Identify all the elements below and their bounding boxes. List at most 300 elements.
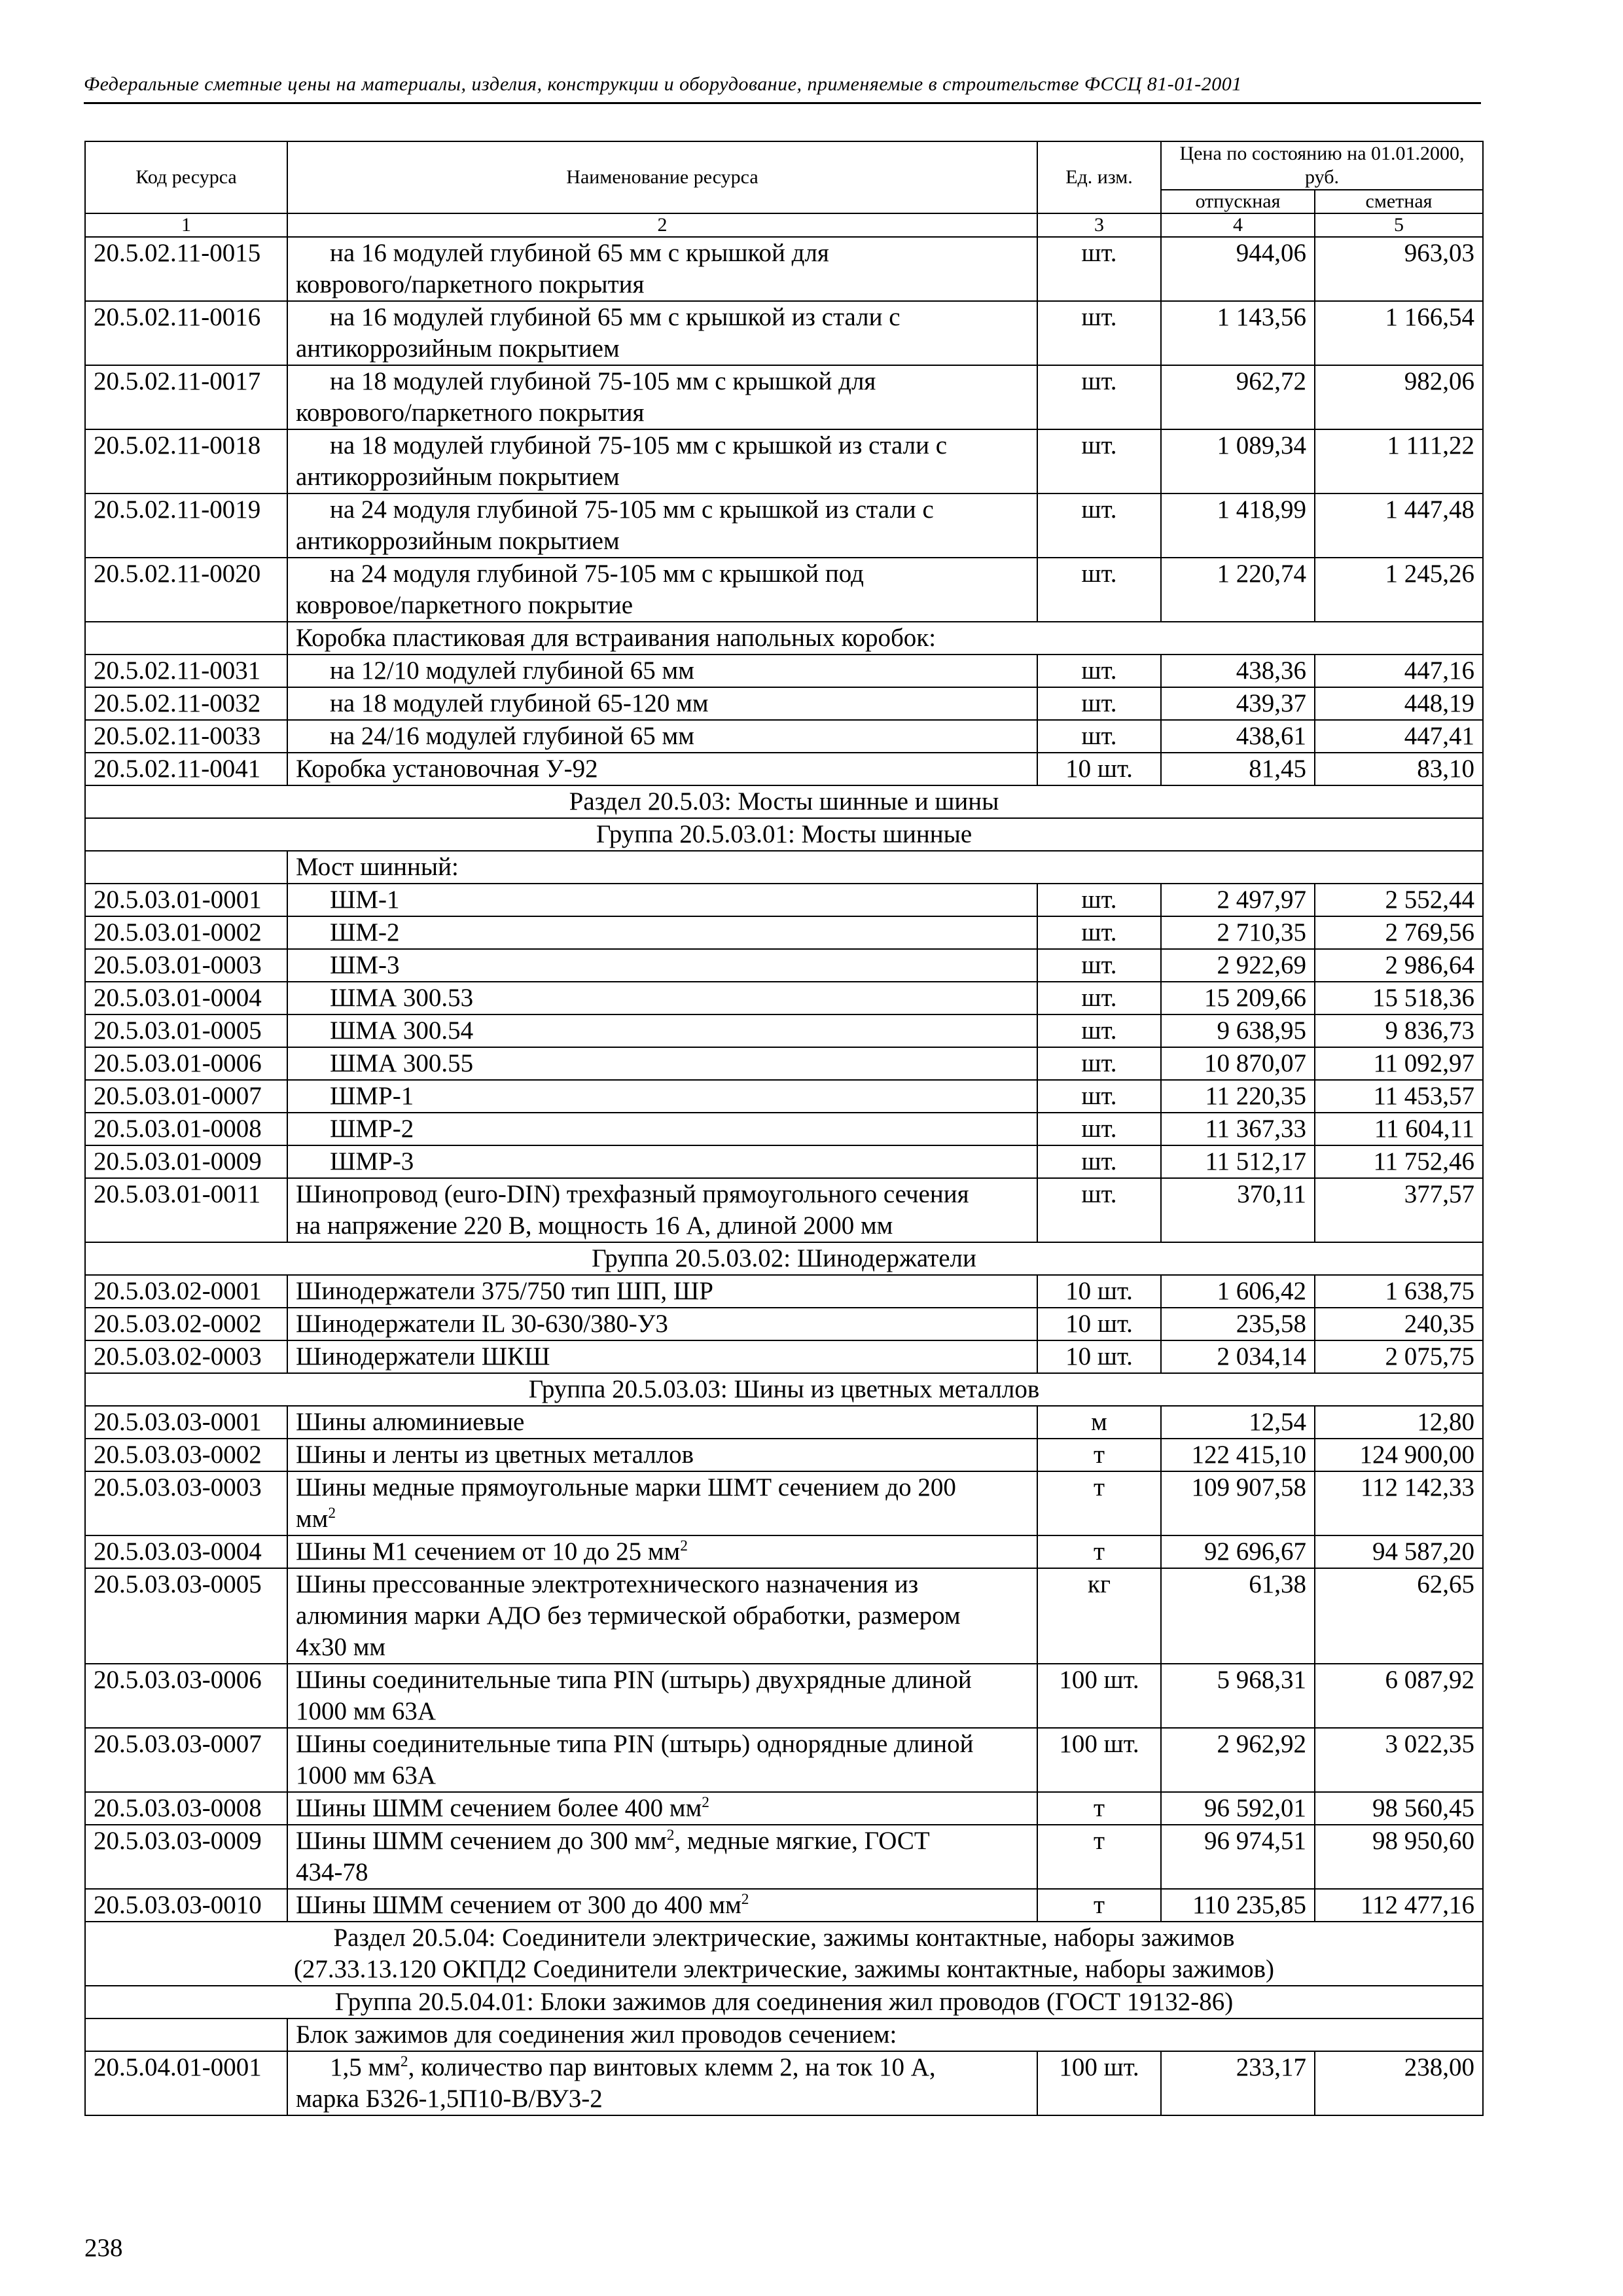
- name-line: на 24 модуля глубиной 75-105 мм с крышкой из стали с: [330, 495, 934, 524]
- code-cell: 20.5.03.03-0003: [85, 1471, 287, 1535]
- name-cell: [287, 655, 1037, 687]
- table-row: [85, 237, 1483, 301]
- col-number: 4: [1161, 213, 1315, 237]
- estimate-price-cell: 112 142,33: [1315, 1471, 1483, 1535]
- release-price-cell: 12,54: [1161, 1406, 1315, 1439]
- header-rule: [84, 102, 1481, 104]
- code-cell: 20.5.03.01-0004: [85, 982, 287, 1014]
- table-row: [85, 2051, 1483, 2115]
- estimate-price-cell: 1 166,54: [1315, 301, 1483, 365]
- estimate-price-cell: 98 560,45: [1315, 1792, 1483, 1825]
- name-line: ШМА 300.53: [330, 984, 474, 1012]
- release-price-cell: 96 974,51: [1161, 1825, 1315, 1889]
- release-price-cell: 10 870,07: [1161, 1047, 1315, 1080]
- unit-cell: шт.: [1037, 301, 1161, 365]
- name-cell: [287, 1792, 1037, 1825]
- table-row: [85, 1922, 1483, 1986]
- release-price-cell: 110 235,85: [1161, 1889, 1315, 1922]
- table-row: [85, 429, 1483, 493]
- group-title: Группа 20.5.03.01: Мосты шинные: [596, 820, 972, 848]
- unit-cell: т: [1037, 1792, 1161, 1825]
- name-cell: [287, 982, 1037, 1014]
- name-cell: [287, 1406, 1037, 1439]
- code-cell: 20.5.02.11-0019: [85, 493, 287, 558]
- release-price-cell: 109 907,58: [1161, 1471, 1315, 1535]
- unit-cell: 10 шт.: [1037, 1340, 1161, 1373]
- unit-cell: шт.: [1037, 493, 1161, 558]
- subheading-cell: [287, 851, 1483, 884]
- table-row: [85, 1664, 1483, 1728]
- release-price-cell: 235,58: [1161, 1308, 1315, 1340]
- estimate-price-cell: 1 245,26: [1315, 558, 1483, 622]
- estimate-price-cell: 963,03: [1315, 237, 1483, 301]
- code-cell: 20.5.03.02-0002: [85, 1308, 287, 1340]
- unit-cell: 10 шт.: [1037, 1275, 1161, 1308]
- code-cell: 20.5.03.03-0005: [85, 1568, 287, 1664]
- unit-cell: шт.: [1037, 720, 1161, 753]
- superscript: 2: [702, 1794, 709, 1811]
- name-cell: [287, 1825, 1037, 1889]
- name-line: ШМР-3: [330, 1147, 414, 1175]
- unit-cell: шт.: [1037, 1047, 1161, 1080]
- estimate-price-cell: 1 447,48: [1315, 493, 1483, 558]
- code-cell: 20.5.03.03-0006: [85, 1664, 287, 1728]
- name-cell: [287, 1439, 1037, 1471]
- name-line: ШМ-1: [330, 886, 400, 914]
- estimate-price-cell: 238,00: [1315, 2051, 1483, 2115]
- estimate-price-cell: 98 950,60: [1315, 1825, 1483, 1889]
- name-line: ШМА 300.54: [330, 1016, 474, 1045]
- release-price-cell: 15 209,66: [1161, 982, 1315, 1014]
- name-line: Шинодержатели IL 30-630/380-У3: [296, 1310, 668, 1338]
- name-cell: [287, 1308, 1037, 1340]
- code-cell: [85, 851, 287, 884]
- price-table: [84, 141, 1484, 2116]
- estimate-price-cell: 3 022,35: [1315, 1728, 1483, 1792]
- unit-cell: шт.: [1037, 884, 1161, 916]
- name-line-2: 1000 мм 63А: [296, 1761, 437, 1789]
- running-title: Федеральные сметные цены на материалы, изделия, конструкции и оборудование, применяемые в строительстве ФССЦ 81-01-2001: [84, 73, 1242, 95]
- col-header-code: Код ресурса: [85, 141, 287, 213]
- group-heading: [85, 1242, 1483, 1275]
- name-cell: [287, 1275, 1037, 1308]
- release-price-cell: 81,45: [1161, 753, 1315, 785]
- name-line-2: коврового/паркетного покрытия: [296, 399, 645, 427]
- name-line: на 12/10 модулей глубиной 65 мм: [330, 656, 694, 685]
- table-row: [85, 1113, 1483, 1145]
- col-header-estimate: сметная: [1315, 190, 1483, 213]
- name-line-2: алюминия марки АДО без термической обработки, размером: [296, 1602, 961, 1630]
- unit-cell: шт.: [1037, 365, 1161, 429]
- code-cell: 20.5.02.11-0020: [85, 558, 287, 622]
- release-price-cell: 2 710,35: [1161, 916, 1315, 949]
- superscript: 2: [400, 2053, 408, 2070]
- name-line: на 18 модулей глубиной 65-120 мм: [330, 689, 709, 717]
- name-cell: [287, 1145, 1037, 1178]
- release-price-cell: 122 415,10: [1161, 1439, 1315, 1471]
- col-header-price: Цена по состоянию на 01.01.2000, руб.: [1161, 141, 1483, 190]
- code-cell: [85, 622, 287, 655]
- table-row: [85, 301, 1483, 365]
- name-line: Шины ШММ сечением от 300 до 400 мм: [296, 1891, 741, 1919]
- subheading-text: Коробка пластиковая для встраивания напольных коробок:: [296, 624, 936, 652]
- code-cell: 20.5.03.03-0004: [85, 1535, 287, 1568]
- code-cell: 20.5.03.01-0001: [85, 884, 287, 916]
- release-price-cell: 439,37: [1161, 687, 1315, 720]
- release-price-cell: 438,61: [1161, 720, 1315, 753]
- unit-cell: шт.: [1037, 949, 1161, 982]
- col-header-unit: Ед. изм.: [1037, 141, 1161, 213]
- code-cell: [85, 2018, 287, 2051]
- table-row: [85, 1471, 1483, 1535]
- estimate-price-cell: 9 836,73: [1315, 1014, 1483, 1047]
- name-line: Шины ШММ сечением до 300 мм: [296, 1827, 667, 1855]
- code-cell: 20.5.03.01-0002: [85, 916, 287, 949]
- table-row: [85, 1535, 1483, 1568]
- name-line: 1,5 мм: [330, 2053, 401, 2081]
- name-cell: [287, 1113, 1037, 1145]
- code-cell: 20.5.02.11-0041: [85, 753, 287, 785]
- code-cell: 20.5.03.01-0009: [85, 1145, 287, 1178]
- name-cell: [287, 1728, 1037, 1792]
- table-row: [85, 884, 1483, 916]
- estimate-price-cell: 377,57: [1315, 1178, 1483, 1242]
- superscript: 2: [741, 1891, 749, 1908]
- name-line: Шины соединительные типа PIN (штырь) однорядные длиной: [296, 1730, 974, 1758]
- release-price-cell: 370,11: [1161, 1178, 1315, 1242]
- table-row: [85, 493, 1483, 558]
- code-cell: 20.5.03.03-0010: [85, 1889, 287, 1922]
- estimate-price-cell: 2 552,44: [1315, 884, 1483, 916]
- estimate-price-cell: 2 769,56: [1315, 916, 1483, 949]
- unit-cell: шт.: [1037, 982, 1161, 1014]
- release-price-cell: 92 696,67: [1161, 1535, 1315, 1568]
- name-line-2: марка Б326-1,5П10-В/ВУ3-2: [296, 2085, 603, 2113]
- code-cell: 20.5.03.01-0005: [85, 1014, 287, 1047]
- table-row: [85, 1825, 1483, 1889]
- table-row: [85, 1145, 1483, 1178]
- table-row: [85, 1728, 1483, 1792]
- name-line: на 16 модулей глубиной 65 мм с крышкой из стали с: [330, 303, 901, 331]
- name-line: ШМА 300.55: [330, 1049, 474, 1077]
- name-cell: [287, 1535, 1037, 1568]
- table-row: [85, 949, 1483, 982]
- name-line: на 18 модулей глубиной 75-105 мм с крышкой из стали с: [330, 431, 948, 459]
- name-line-2: 434-78: [296, 1858, 368, 1886]
- release-price-cell: 1 143,56: [1161, 301, 1315, 365]
- name-cell: [287, 687, 1037, 720]
- name-cell: [287, 301, 1037, 365]
- unit-cell: т: [1037, 1825, 1161, 1889]
- name-cell: [287, 884, 1037, 916]
- estimate-price-cell: 2 075,75: [1315, 1340, 1483, 1373]
- unit-cell: 100 шт.: [1037, 2051, 1161, 2115]
- unit-cell: шт.: [1037, 1178, 1161, 1242]
- name-cell: [287, 365, 1037, 429]
- code-cell: 20.5.03.01-0003: [85, 949, 287, 982]
- unit-cell: т: [1037, 1471, 1161, 1535]
- superscript: 2: [680, 1537, 688, 1554]
- group-heading: [85, 818, 1483, 851]
- name-line: Шины алюминиевые: [296, 1408, 525, 1436]
- code-cell: 20.5.02.11-0017: [85, 365, 287, 429]
- release-price-cell: 1 418,99: [1161, 493, 1315, 558]
- unit-cell: 100 шт.: [1037, 1664, 1161, 1728]
- name-cell: [287, 2051, 1037, 2115]
- name-cell: [287, 1664, 1037, 1728]
- table-row: [85, 1014, 1483, 1047]
- estimate-price-cell: 94 587,20: [1315, 1535, 1483, 1568]
- section-heading: [85, 1922, 1483, 1986]
- code-cell: 20.5.02.11-0033: [85, 720, 287, 753]
- release-price-cell: 438,36: [1161, 655, 1315, 687]
- name-cell: [287, 916, 1037, 949]
- code-cell: 20.5.02.11-0016: [85, 301, 287, 365]
- name-line: на 18 модулей глубиной 75-105 мм с крышкой для: [330, 367, 876, 395]
- name-line: ШМР-2: [330, 1115, 414, 1143]
- code-cell: 20.5.03.01-0007: [85, 1080, 287, 1113]
- unit-cell: 100 шт.: [1037, 1728, 1161, 1792]
- code-cell: 20.5.04.01-0001: [85, 2051, 287, 2115]
- code-cell: 20.5.03.03-0008: [85, 1792, 287, 1825]
- release-price-cell: 1 089,34: [1161, 429, 1315, 493]
- estimate-price-cell: 15 518,36: [1315, 982, 1483, 1014]
- unit-cell: 10 шт.: [1037, 753, 1161, 785]
- name-line-tail: , количество пар винтовых клемм 2, на ток 10 А,: [408, 2053, 936, 2081]
- estimate-price-cell: 447,16: [1315, 655, 1483, 687]
- release-price-cell: 2 962,92: [1161, 1728, 1315, 1792]
- unit-cell: шт.: [1037, 429, 1161, 493]
- estimate-price-cell: 6 087,92: [1315, 1664, 1483, 1728]
- release-price-cell: 962,72: [1161, 365, 1315, 429]
- code-cell: 20.5.03.03-0002: [85, 1439, 287, 1471]
- name-line: ШМ-3: [330, 951, 400, 979]
- release-price-cell: 61,38: [1161, 1568, 1315, 1664]
- release-price-cell: 2 497,97: [1161, 884, 1315, 916]
- table-row: [85, 1178, 1483, 1242]
- subheading-text: Блок зажимов для соединения жил проводов сечением:: [296, 2020, 897, 2049]
- table-row: [85, 1242, 1483, 1275]
- release-price-cell: 2 034,14: [1161, 1340, 1315, 1373]
- name-cell: [287, 1471, 1037, 1535]
- name-cell: [287, 558, 1037, 622]
- estimate-price-cell: 11 752,46: [1315, 1145, 1483, 1178]
- table-row: [85, 1792, 1483, 1825]
- table-row: [85, 1340, 1483, 1373]
- name-line-2: антикоррозийным покрытием: [296, 463, 620, 491]
- release-price-cell: 96 592,01: [1161, 1792, 1315, 1825]
- subheading-text: Мост шинный:: [296, 853, 459, 881]
- release-price-cell: 233,17: [1161, 2051, 1315, 2115]
- unit-cell: шт.: [1037, 237, 1161, 301]
- name-cell: [287, 237, 1037, 301]
- name-cell: [287, 753, 1037, 785]
- name-line: на 16 модулей глубиной 65 мм с крышкой для: [330, 239, 829, 267]
- unit-cell: шт.: [1037, 1113, 1161, 1145]
- name-line: на 24 модуля глубиной 75-105 мм с крышкой под: [330, 560, 864, 588]
- col-number: 5: [1315, 213, 1483, 237]
- name-line-2: на напряжение 220 В, мощность 16 А, длиной 2000 мм: [296, 1211, 893, 1240]
- table-row: [85, 687, 1483, 720]
- table-row: [85, 982, 1483, 1014]
- name-line: Шины медные прямоугольные марки ШМТ сечением до 200: [296, 1473, 956, 1501]
- code-cell: 20.5.03.01-0008: [85, 1113, 287, 1145]
- name-line: Шинопровод (euro-DIN) трехфазный прямоугольного сечения: [296, 1180, 969, 1208]
- name-cell: [287, 1047, 1037, 1080]
- table-body: [85, 237, 1483, 2115]
- estimate-price-cell: 447,41: [1315, 720, 1483, 753]
- code-cell: 20.5.03.02-0001: [85, 1275, 287, 1308]
- unit-cell: т: [1037, 1439, 1161, 1471]
- table-row: [85, 1406, 1483, 1439]
- name-line: Шинодержатели ШКШ: [296, 1342, 550, 1371]
- table-row: [85, 558, 1483, 622]
- table-row: [85, 1439, 1483, 1471]
- name-cell: [287, 1340, 1037, 1373]
- estimate-price-cell: 1 638,75: [1315, 1275, 1483, 1308]
- unit-cell: кг: [1037, 1568, 1161, 1664]
- superscript: 2: [666, 1827, 675, 1844]
- table-row: [85, 753, 1483, 785]
- name-line: Шины М1 сечением от 10 до 25 мм: [296, 1537, 681, 1566]
- name-cell: [287, 1568, 1037, 1664]
- page-number: 238: [84, 2234, 123, 2262]
- name-line-2: антикоррозийным покрытием: [296, 527, 620, 555]
- table-row: [85, 655, 1483, 687]
- name-line-2: 1000 мм 63А: [296, 1697, 437, 1725]
- code-cell: 20.5.02.11-0031: [85, 655, 287, 687]
- code-cell: 20.5.02.11-0015: [85, 237, 287, 301]
- table-row: [85, 916, 1483, 949]
- estimate-price-cell: 2 986,64: [1315, 949, 1483, 982]
- name-line-tail: , медные мягкие, ГОСТ: [674, 1827, 930, 1855]
- name-line-2: мм: [296, 1505, 329, 1533]
- estimate-price-cell: 112 477,16: [1315, 1889, 1483, 1922]
- name-line-2: антикоррозийным покрытием: [296, 334, 620, 363]
- unit-cell: шт.: [1037, 655, 1161, 687]
- name-line: Шины соединительные типа PIN (штырь) двухрядные длиной: [296, 1666, 972, 1694]
- estimate-price-cell: 1 111,22: [1315, 429, 1483, 493]
- name-cell: [287, 493, 1037, 558]
- superscript: 2: [328, 1505, 336, 1522]
- code-cell: 20.5.03.01-0011: [85, 1178, 287, 1242]
- release-price-cell: 5 968,31: [1161, 1664, 1315, 1728]
- unit-cell: шт.: [1037, 916, 1161, 949]
- estimate-price-cell: 11 604,11: [1315, 1113, 1483, 1145]
- col-header-name: Наименование ресурса: [287, 141, 1037, 213]
- estimate-price-cell: 83,10: [1315, 753, 1483, 785]
- code-cell: 20.5.03.03-0009: [85, 1825, 287, 1889]
- estimate-price-cell: 124 900,00: [1315, 1439, 1483, 1471]
- release-price-cell: 9 638,95: [1161, 1014, 1315, 1047]
- group-heading: [85, 1986, 1483, 2018]
- table-row: [85, 1047, 1483, 1080]
- section-title: Раздел 20.5.04: Соединители электрические, зажимы контактные, наборы зажимов: [333, 1924, 1235, 1952]
- code-cell: 20.5.02.11-0018: [85, 429, 287, 493]
- code-cell: 20.5.03.03-0007: [85, 1728, 287, 1792]
- table-row: [85, 785, 1483, 818]
- estimate-price-cell: 11 453,57: [1315, 1080, 1483, 1113]
- code-cell: 20.5.03.01-0006: [85, 1047, 287, 1080]
- name-line: Шины ШММ сечением более 400 мм: [296, 1794, 702, 1822]
- unit-cell: шт.: [1037, 1080, 1161, 1113]
- table-row: [85, 818, 1483, 851]
- subheading-cell: [287, 622, 1483, 655]
- table-row: [85, 2018, 1483, 2051]
- section-heading: [85, 785, 1483, 818]
- name-cell: [287, 949, 1037, 982]
- table-row: [85, 1568, 1483, 1664]
- table-row: [85, 1373, 1483, 1406]
- name-line-2: ковровое/паркетного покрытие: [296, 591, 633, 619]
- col-number: 2: [287, 213, 1037, 237]
- table-row: [85, 720, 1483, 753]
- name-cell: [287, 429, 1037, 493]
- unit-cell: шт.: [1037, 1145, 1161, 1178]
- name-line-3: 4х30 мм: [296, 1633, 386, 1661]
- name-cell: [287, 1889, 1037, 1922]
- table-row: [85, 1308, 1483, 1340]
- estimate-price-cell: 12,80: [1315, 1406, 1483, 1439]
- release-price-cell: 1 220,74: [1161, 558, 1315, 622]
- estimate-price-cell: 11 092,97: [1315, 1047, 1483, 1080]
- col-number: 1: [85, 213, 287, 237]
- table-row: [85, 1889, 1483, 1922]
- name-cell: [287, 1080, 1037, 1113]
- table-row: [85, 1275, 1483, 1308]
- subheading-cell: [287, 2018, 1483, 2051]
- release-price-cell: 11 512,17: [1161, 1145, 1315, 1178]
- table-row: [85, 365, 1483, 429]
- name-line: на 24/16 модулей глубиной 65 мм: [330, 722, 694, 750]
- table-row: [85, 622, 1483, 655]
- name-line: Шинодержатели 375/750 тип ШП, ШР: [296, 1277, 713, 1305]
- name-cell: [287, 1178, 1037, 1242]
- release-price-cell: 2 922,69: [1161, 949, 1315, 982]
- table-row: [85, 1986, 1483, 2018]
- col-header-release: отпускная: [1161, 190, 1315, 213]
- estimate-price-cell: 982,06: [1315, 365, 1483, 429]
- release-price-cell: 11 220,35: [1161, 1080, 1315, 1113]
- estimate-price-cell: 62,65: [1315, 1568, 1483, 1664]
- code-cell: 20.5.03.02-0003: [85, 1340, 287, 1373]
- name-line: Шины и ленты из цветных металлов: [296, 1441, 694, 1469]
- table-row: [85, 851, 1483, 884]
- group-title: Группа 20.5.04.01: Блоки зажимов для соединения жил проводов (ГОСТ 19132-86): [334, 1988, 1234, 2016]
- unit-cell: 10 шт.: [1037, 1308, 1161, 1340]
- unit-cell: т: [1037, 1535, 1161, 1568]
- section-title-line2: (27.33.13.120 ОКПД2 Соединители электрические, зажимы контактные, наборы зажимов): [293, 1955, 1275, 1983]
- table-row: [85, 1080, 1483, 1113]
- name-line: ШМ-2: [330, 918, 400, 946]
- name-line: ШМР-1: [330, 1082, 414, 1110]
- name-line: Коробка установочная У-92: [296, 755, 598, 783]
- code-cell: 20.5.02.11-0032: [85, 687, 287, 720]
- group-title: Группа 20.5.03.03: Шины из цветных металлов: [528, 1375, 1040, 1403]
- release-price-cell: 1 606,42: [1161, 1275, 1315, 1308]
- unit-cell: т: [1037, 1889, 1161, 1922]
- unit-cell: шт.: [1037, 558, 1161, 622]
- group-title: Группа 20.5.03.02: Шинодержатели: [592, 1244, 976, 1272]
- col-number: 3: [1037, 213, 1161, 237]
- section-title: Раздел 20.5.03: Мосты шинные и шины: [569, 787, 999, 816]
- group-heading: [85, 1373, 1483, 1406]
- code-cell: 20.5.03.03-0001: [85, 1406, 287, 1439]
- name-line: Шины прессованные электротехнического назначения из: [296, 1570, 919, 1598]
- estimate-price-cell: 448,19: [1315, 687, 1483, 720]
- name-cell: [287, 720, 1037, 753]
- unit-cell: шт.: [1037, 687, 1161, 720]
